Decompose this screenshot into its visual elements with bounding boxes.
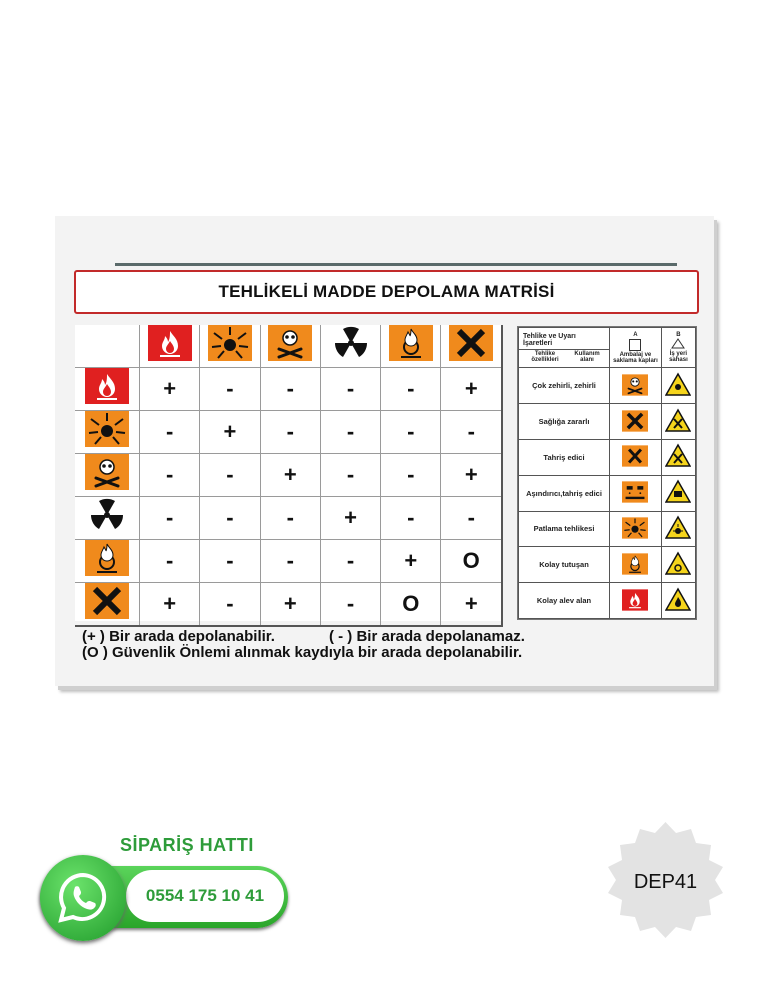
- side-row-sign-b: [661, 511, 695, 547]
- hotline-phone-box[interactable]: [126, 870, 284, 922]
- side-row-sign-a: [610, 475, 662, 511]
- matrix-cell: +: [441, 368, 502, 411]
- storage-matrix: [75, 325, 503, 621]
- side-row-sign-a: [610, 440, 662, 476]
- matrix-row-header: [75, 368, 140, 411]
- side-header-cell: [519, 328, 610, 368]
- matrix-col-header: [441, 325, 502, 368]
- matrix-corner: [75, 325, 140, 368]
- matrix-cell: +: [200, 411, 260, 454]
- flammable-icon: [85, 368, 129, 404]
- matrix-row-header: [75, 411, 140, 454]
- matrix-cell: -: [140, 454, 200, 497]
- matrix-cell: -: [381, 497, 441, 540]
- matrix-col-header: [140, 325, 200, 368]
- matrix-cell: -: [381, 368, 441, 411]
- matrix-cell: +: [140, 368, 200, 411]
- matrix-cell: -: [200, 497, 260, 540]
- side-row-sign-a: [610, 583, 662, 619]
- side-header-left: Tehlike özellikleri: [531, 351, 559, 364]
- whatsapp-button[interactable]: [40, 855, 126, 941]
- side-row-sign-a: [610, 547, 662, 583]
- poster-top-rule: [115, 263, 677, 266]
- side-row-sign-b: [661, 368, 695, 404]
- poster-title-box: [74, 270, 699, 314]
- side-table-row: [519, 404, 696, 440]
- side-row-label: Aşındırıcı,tahriş edici: [519, 475, 610, 511]
- oxidizing-icon: [389, 325, 433, 361]
- matrix-row-header: [75, 540, 140, 583]
- side-row-label: Patlama tehlikesi: [519, 511, 610, 547]
- matrix-cell: -: [381, 411, 441, 454]
- oxidizing-icon: [85, 540, 129, 576]
- matrix-cell: -: [200, 583, 260, 627]
- legend-plus: (+ ) Bir arada depolanabilir.: [82, 628, 275, 645]
- matrix-cell: -: [320, 583, 380, 627]
- side-table: [518, 327, 696, 619]
- hazard-sign-table: [517, 326, 697, 620]
- square-icon: [629, 339, 641, 351]
- matrix-row-header: [75, 454, 140, 497]
- matrix-cell: -: [200, 540, 260, 583]
- harmful-icon: [85, 583, 129, 619]
- warning-triangle-icon: [665, 408, 691, 434]
- matrix-cell: -: [320, 540, 380, 583]
- matrix-cell: -: [140, 411, 200, 454]
- matrix-cell: -: [260, 411, 320, 454]
- side-table-row: [519, 547, 696, 583]
- radioactive-icon: [85, 497, 129, 533]
- side-row-label: Tahriş edici: [519, 440, 610, 476]
- explosive-icon: [622, 515, 648, 541]
- side-table-row: [519, 368, 696, 404]
- matrix-row-header: [75, 583, 140, 627]
- hotline-phone: 0554 175 10 41: [145, 886, 265, 905]
- matrix-cell: -: [320, 454, 380, 497]
- side-row-sign-b: [661, 547, 695, 583]
- product-code-badge: [603, 820, 728, 945]
- side-row-sign-b: [661, 475, 695, 511]
- triangle-outline-icon: [671, 338, 685, 349]
- corrosive-icon: [622, 479, 648, 505]
- matrix-cell: -: [140, 540, 200, 583]
- matrix-cell: -: [381, 454, 441, 497]
- side-table-row: [519, 511, 696, 547]
- matrix-cell: O: [441, 540, 502, 583]
- side-row-label: Kolay alev alan: [519, 583, 610, 619]
- matrix-cell: +: [260, 454, 320, 497]
- whatsapp-icon: [54, 869, 112, 927]
- matrix-cell: -: [320, 368, 380, 411]
- matrix-cell: -: [441, 497, 502, 540]
- warning-triangle-icon: [665, 515, 691, 541]
- matrix-cell: -: [320, 411, 380, 454]
- side-row-label: Sağlığa zararlı: [519, 404, 610, 440]
- product-code: DEP41: [633, 871, 698, 893]
- explosive-icon: [85, 411, 129, 447]
- matrix-cell: O: [381, 583, 441, 627]
- poster-title: TEHLİKELİ MADDE DEPOLAMA MATRİSİ: [218, 282, 555, 301]
- side-header-main: Tehlike ve Uyarı İşaretleri: [523, 333, 576, 348]
- matrix-col-header: [381, 325, 441, 368]
- matrix-table: [75, 325, 503, 627]
- legend-circle: (O ) Güvenlik Önlemi alınmak kaydıyla bir arada depolanabilir.: [82, 644, 523, 661]
- matrix-cell: +: [260, 583, 320, 627]
- matrix-cell: -: [200, 454, 260, 497]
- side-col-b-label: İş yeri sahası: [669, 351, 688, 364]
- harmful-icon: [449, 325, 493, 361]
- matrix-cell: -: [260, 540, 320, 583]
- matrix-cell: +: [320, 497, 380, 540]
- warning-triangle-icon: [665, 372, 691, 398]
- side-row-label: Kolay tutuşan: [519, 547, 610, 583]
- matrix-cell: -: [140, 497, 200, 540]
- warning-triangle-icon: [665, 479, 691, 505]
- side-col-a-letter: A: [633, 331, 638, 338]
- matrix-cell: -: [260, 497, 320, 540]
- radioactive-icon: [329, 325, 373, 361]
- side-row-sign-b: [661, 583, 695, 619]
- matrix-col-header: [200, 325, 260, 368]
- matrix-cell: +: [381, 540, 441, 583]
- matrix-cell: +: [140, 583, 200, 627]
- matrix-cell: +: [441, 583, 502, 627]
- toxic-icon: [622, 372, 648, 398]
- side-row-sign-a: [610, 368, 662, 404]
- matrix-row-header: [75, 497, 140, 540]
- legend-minus: ( - ) Bir arada depolanamaz.: [328, 628, 525, 645]
- warning-triangle-icon: [665, 551, 691, 577]
- side-table-row: [519, 475, 696, 511]
- side-col-b-letter: B: [676, 332, 681, 339]
- toxic-icon: [268, 325, 312, 361]
- matrix-col-header: [320, 325, 380, 368]
- warning-triangle-icon: [665, 443, 691, 469]
- side-row-sign-b: [661, 404, 695, 440]
- side-col-a-label: Ambalaj ve saklama kapları: [613, 351, 658, 364]
- matrix-col-header: [260, 325, 320, 368]
- side-row-sign-a: [610, 404, 662, 440]
- side-row-sign-b: [661, 440, 695, 476]
- poster: [55, 216, 714, 686]
- irritant-icon: [622, 443, 648, 469]
- flammable-icon: [622, 587, 648, 613]
- side-table-row: [519, 440, 696, 476]
- matrix-cell: -: [260, 368, 320, 411]
- harmful-icon: [622, 408, 648, 434]
- matrix-cell: -: [441, 411, 502, 454]
- explosive-icon: [208, 325, 252, 361]
- side-table-row: [519, 583, 696, 619]
- side-header-b: [661, 328, 695, 368]
- side-header-a: [610, 328, 662, 368]
- hotline-title: SİPARİŞ HATTI: [120, 835, 254, 855]
- matrix-cell: -: [200, 368, 260, 411]
- legend: [82, 629, 525, 661]
- matrix-cell: +: [441, 454, 502, 497]
- side-row-sign-a: [610, 511, 662, 547]
- side-row-label: Çok zehirli, zehirli: [519, 368, 610, 404]
- side-header-right: Kullanım alanı: [574, 351, 600, 364]
- flammable-icon: [148, 325, 192, 361]
- warning-triangle-icon: [665, 587, 691, 613]
- toxic-icon: [85, 454, 129, 490]
- oxidizing-icon: [622, 551, 648, 577]
